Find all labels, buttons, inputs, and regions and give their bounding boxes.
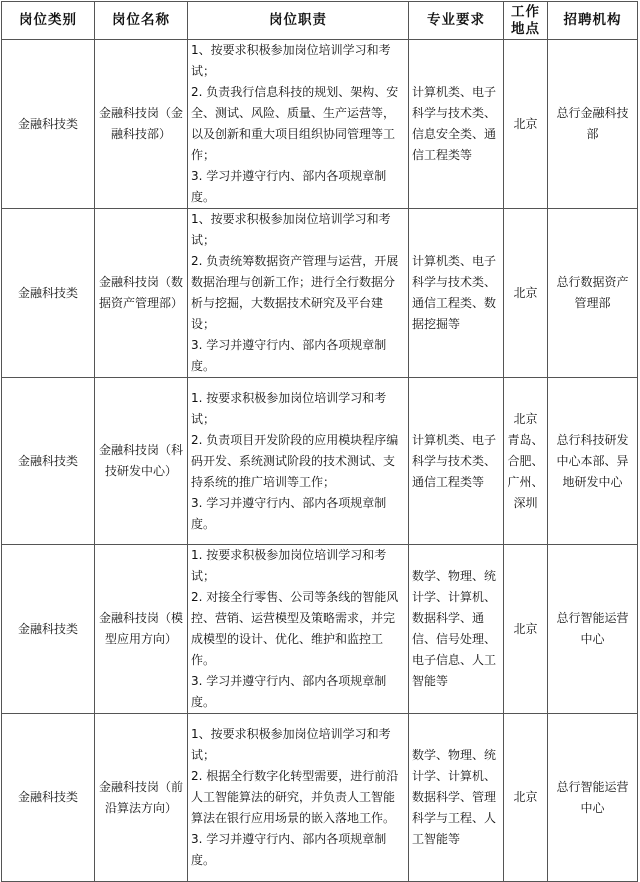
cell-major: 计算机类、电子科学与技术类、通信工程类、数据挖掘等 bbox=[409, 209, 504, 378]
cell-major: 数学、物理、统计学、计算机、数据科学、通信、信号处理、电子信息、人工智能等 bbox=[409, 545, 504, 714]
duty-line: 2. 负责统筹数据资产管理与运营，开展数据治理与创新工作；进行全行数据分析与挖掘，大数据技术研究及平台建设； bbox=[191, 254, 399, 331]
cell-org: 总行智能运营中心 bbox=[548, 545, 638, 714]
table-row bbox=[2, 40, 638, 209]
duty-line: 3. 学习并遵守行内、部内各项规章制度。 bbox=[191, 169, 387, 204]
table-header-row bbox=[2, 2, 638, 40]
duty-line: 2. 根据全行数字化转型需要，进行前沿人工智能算法的研究，并负责人工智能算法在银行应用场景的嵌入落地工作。 bbox=[191, 769, 399, 825]
cell-major: 数学、物理、统计学、计算机、数据科学、管理科学与工程、人工智能等 bbox=[409, 714, 504, 882]
cell-duties bbox=[188, 545, 409, 714]
header-duties: 岗位职责 bbox=[188, 2, 409, 40]
cell-major: 计算机类、电子科学与技术类、通信工程类等 bbox=[409, 378, 504, 545]
cell-name: 金融科技岗（模型应用方向） bbox=[95, 545, 188, 714]
cell-category: 金融科技类 bbox=[2, 40, 95, 209]
cell-org: 总行金融科技部 bbox=[548, 40, 638, 209]
header-location: 工作地点 bbox=[504, 2, 548, 40]
cell-location: 北京 bbox=[504, 40, 548, 209]
duty-line: 2. 对接全行零售、公司等条线的智能风控、营销、运营模型及策略需求，并完成模型的设计、优化、维护和监控工作。 bbox=[191, 590, 399, 667]
duty-line: 1、按要求积极参加岗位培训学习和考试； bbox=[191, 212, 391, 247]
header-category: 岗位类别 bbox=[2, 2, 95, 40]
duty-line: 1、按要求积极参加岗位培训学习和考试； bbox=[191, 727, 391, 762]
cell-location: 北京 bbox=[504, 714, 548, 882]
table-row bbox=[2, 209, 638, 378]
duty-line: 3. 学习并遵守行内、部内各项规章制度。 bbox=[191, 674, 387, 709]
cell-duties bbox=[188, 378, 409, 545]
cell-name: 金融科技岗（金融科技部） bbox=[95, 40, 188, 209]
table-row bbox=[2, 545, 638, 714]
job-posting-table bbox=[1, 1, 638, 882]
cell-org: 总行科技研发中心本部、异地研发中心 bbox=[548, 378, 638, 545]
duty-line: 1. 按要求积极参加岗位培训学习和考试； bbox=[191, 390, 387, 426]
table-row bbox=[2, 714, 638, 882]
header-org: 招聘机构 bbox=[548, 2, 638, 40]
cell-duties bbox=[188, 40, 409, 209]
duty-line: 1. 按要求积极参加岗位培训学习和考试； bbox=[191, 548, 387, 583]
cell-location: 北京 bbox=[504, 545, 548, 714]
cell-name: 金融科技岗（前沿算法方向） bbox=[95, 714, 188, 882]
duty-line: 1、按要求积极参加岗位培训学习和考试； bbox=[191, 43, 391, 78]
duty-line: 2. 负责项目开发阶段的应用模块程序编码开发、系统测试阶段的技术测试、支持系统的推广培训等工作； bbox=[191, 432, 399, 489]
table-row bbox=[2, 378, 638, 545]
cell-duties bbox=[188, 209, 409, 378]
cell-name: 金融科技岗（科技研发中心） bbox=[95, 378, 188, 545]
cell-name: 金融科技岗（数据资产管理部） bbox=[95, 209, 188, 378]
duty-line: 2. 负责我行信息科技的规划、架构、安全、测试、风险、质量、生产运营等，以及创新和重大项目组织协同管理等工作； bbox=[191, 85, 399, 162]
header-major: 专业要求 bbox=[409, 2, 504, 40]
duty-line: 3. 学习并遵守行内、部内各项规章制度。 bbox=[191, 832, 387, 867]
cell-duties bbox=[188, 714, 409, 882]
cell-category: 金融科技类 bbox=[2, 209, 95, 378]
cell-location: 北京 青岛、合肥、广州、深圳 bbox=[504, 378, 548, 545]
cell-category: 金融科技类 bbox=[2, 545, 95, 714]
duty-line: 3. 学习并遵守行内、部内各项规章制度。 bbox=[191, 495, 387, 531]
header-name: 岗位名称 bbox=[95, 2, 188, 40]
duty-line: 3. 学习并遵守行内、部内各项规章制度。 bbox=[191, 338, 387, 373]
cell-location: 北京 bbox=[504, 209, 548, 378]
cell-org: 总行数据资产管理部 bbox=[548, 209, 638, 378]
cell-org: 总行智能运营中心 bbox=[548, 714, 638, 882]
cell-category: 金融科技类 bbox=[2, 378, 95, 545]
cell-category: 金融科技类 bbox=[2, 714, 95, 882]
cell-major: 计算机类、电子科学与技术类、信息安全类、通信工程类等 bbox=[409, 40, 504, 209]
